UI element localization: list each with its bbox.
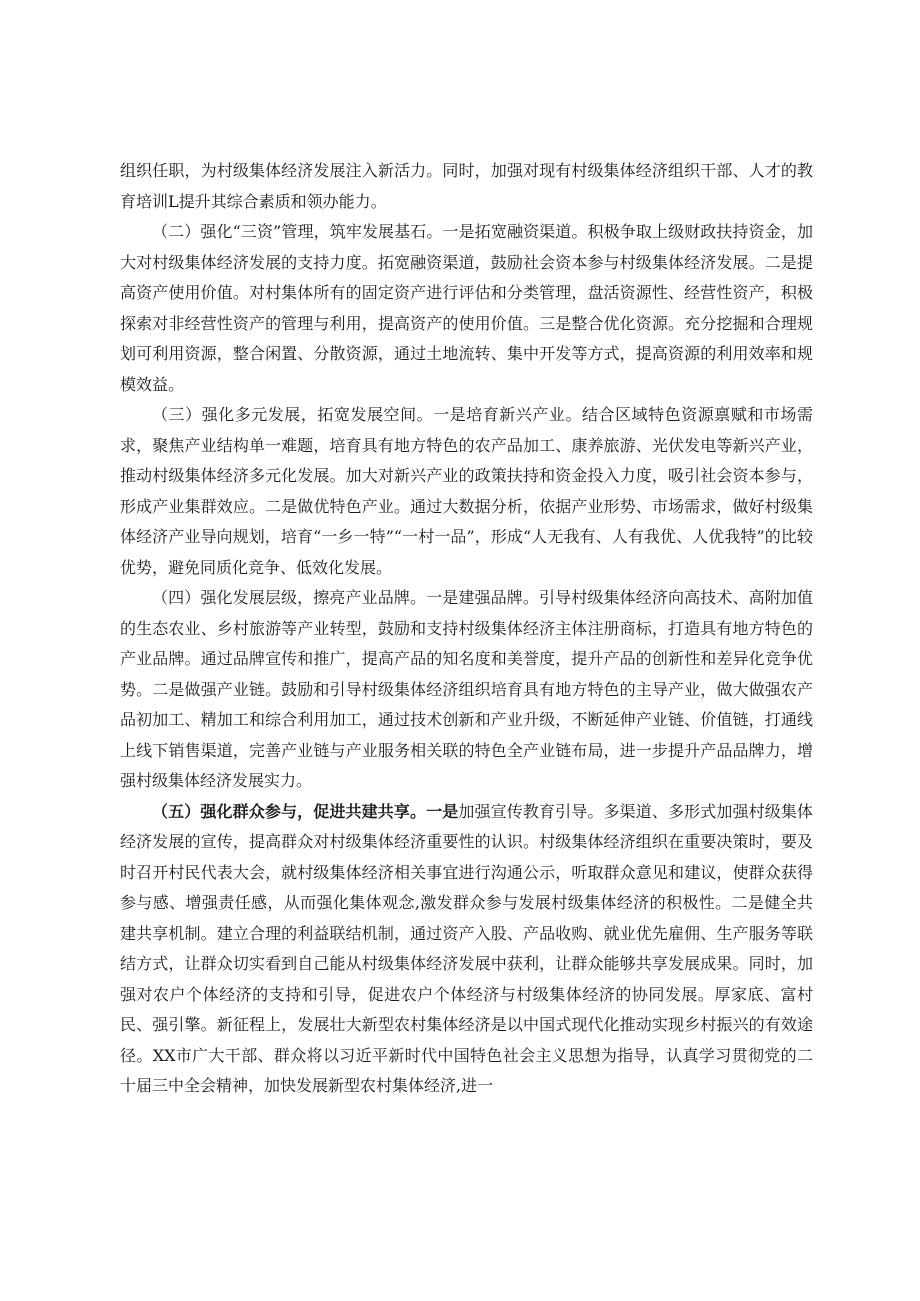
paragraph-2-text: （二）强化“三资”管理，筑牢发展基石。一是拓宽融资渠道。积极争取上级财政扶持资金，加大对村级集体经济发展的支持力度。拓宽融资渠道，鼓励社会资本参与村级集体经济发展。二是提高资产使用价值。对村集体所有的固定资产进行评估和分类管理，盘活资源性、经营性资产，积极探索对非经营性资产的管理与利用，提高资产的使用价值。三是整合优化资源。充分挖掘和合理规划可利用资源，整合闲置、分散资源，通过土地流转、集中开发等方式，提高资源的利用效率和规模效益。 — [120, 222, 813, 394]
paragraph-3-diversified-development — [120, 400, 813, 583]
paragraph-5-text: 加强宣传教育引导。多渠道、多形式加强村级集体经济发展的宣传，提高群众对村级集体经济重要性的认识。村级集体经济组织在重要决策时，要及时召开村民代表大会，就村级集体经济相关事宜进行沟通公示，听取群众意见和建议，使群众获得参与感、增强责任感，从而强化集体观念,激发群众参与发展村级集体经济的积极性。二是健全共建共享机制。建立合理的利益联结机制，通过资产入股、产品收购、就业优先雇佣、生产服务等联结方式，让群众切实看到自己能从村级集体经济发展中获利，让群众能够共享发展成果。同时，加强对农户个体经济的支持和引导，促进农户个体经济与村级集体经济的协同发展。厚家底、富村民、强引擎。新征程上，发展壮大新型农村集体经济是以中国式现代化推动实现乡村振兴的有效途径。XX市广大干部、群众将以习近平新时代中国特色社会主义思想为指导，认真学习贯彻党的二十届三中全会精神，加快发展新型农村集体经济,进一 — [120, 801, 813, 1095]
paragraph-3-text: （三）强化多元发展，拓宽发展空间。一是培育新兴产业。结合区域特色资源禀赋和市场需求，聚焦产业结构单一难题，培育具有地方特色的农产品加工、康养旅游、光伏发电等新兴产业，推动村级集体经济多元化发展。加大对新兴产业的政策扶持和资金投入力度，吸引社会资本参与，形成产业集群效应。二是做优特色产业。通过大数据分析，依据产业形势、市场需求，做好村级集体经济产业导向规划，培育“一乡一特”“一村一品”，形成“人无我有、人有我优、人优我特”的比较优势，避免同质化竞争、低效化发展。 — [120, 405, 813, 577]
paragraph-4-industry-brand — [120, 583, 813, 797]
paragraph-2-resources-management — [120, 217, 813, 400]
paragraph-1-text: 组织任职，为村级集体经济发展注入新活力。同时，加强对现有村级集体经济组织干部、人才的教育培训L提升其综合素质和领办能力。 — [120, 161, 813, 211]
document-page — [120, 156, 813, 1102]
paragraph-1 — [120, 156, 813, 217]
paragraph-5-public-participation — [120, 797, 813, 1102]
paragraph-5-bold-lead: （五）强化群众参与，促进共建共享。一是 — [152, 801, 459, 821]
paragraph-4-text: （四）强化发展层级，擦亮产业品牌。一是建强品牌。引导村级集体经济向高技术、高附加值的生态农业、乡村旅游等产业转型，鼓励和支持村级集体经济主体注册商标，打造具有地方特色的产业品牌。通过品牌宣传和推广，提高产品的知名度和美誉度，提升产品的创新性和差异化竞争优势。二是做强产业链。鼓励和引导村级集体经济组织培育具有地方特色的主导产业，做大做强农产品初加工、精加工和综合利用加工，通过技术创新和产业升级，不断延伸产业链、价值链，打通线上线下销售渠道，完善产业链与产业服务相关联的特色全产业链布局，进一步提升产品品牌力，增强村级集体经济发展实力。 — [120, 588, 813, 790]
